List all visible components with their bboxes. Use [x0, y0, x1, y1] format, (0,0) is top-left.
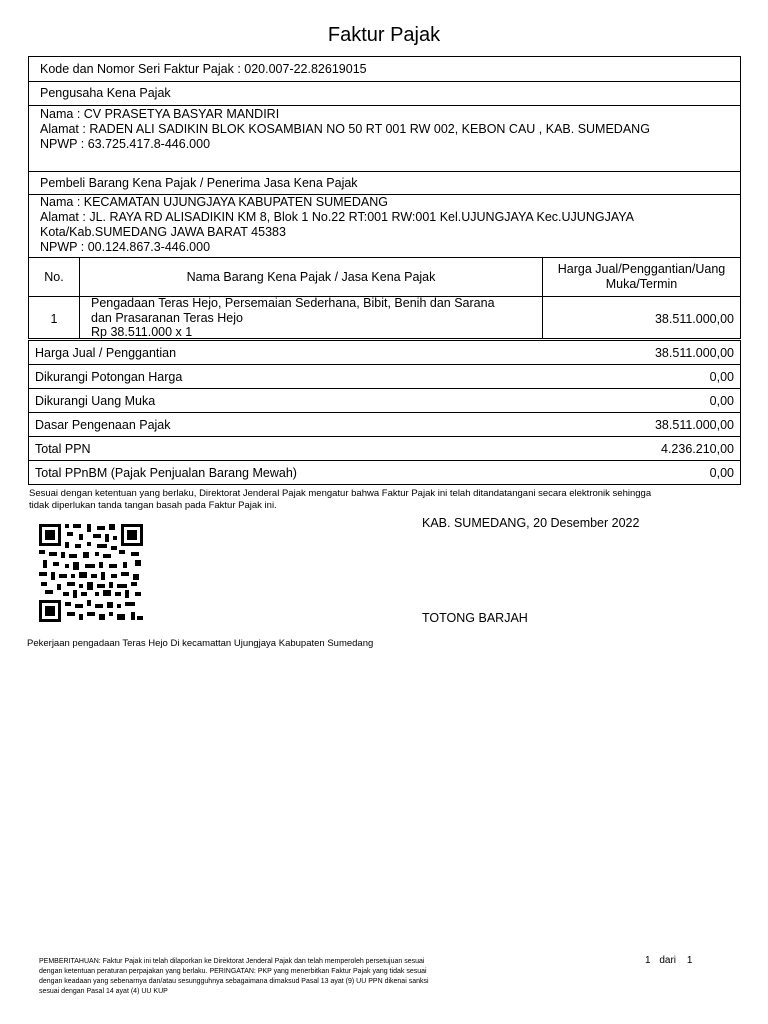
- col-harga-header-2: Muka/Termin: [605, 277, 678, 291]
- summary-label: Dasar Pengenaan Pajak: [35, 418, 171, 432]
- col-nama-header: Nama Barang Kena Pajak / Jasa Kena Pajak: [186, 270, 436, 284]
- page-number: [645, 955, 692, 966]
- item-desc-line2: dan Prasaranan Teras Hejo: [91, 311, 243, 325]
- item-desc-line1: Pengadaan Teras Hejo, Persemaian Sederhana, Bibit, Benih dan Sarana: [91, 296, 495, 310]
- pkp-nama: Nama : CV PRASETYA BASYAR MANDIRI: [40, 107, 280, 121]
- summary-row: [28, 388, 741, 413]
- summary-value: 4.236.210,00: [661, 442, 734, 456]
- pembeli-details-box: [28, 194, 741, 258]
- summary-value: 0,00: [709, 370, 734, 384]
- pembeli-heading: Pembeli Barang Kena Pajak / Penerima Jasa Kena Pajak: [40, 176, 358, 190]
- item-desc-line3: Rp 38.511.000 x 1: [91, 325, 193, 339]
- signer-name: TOTONG BARJAH: [422, 611, 528, 625]
- pembeli-npwp: NPWP : 00.124.867.3-446.000: [40, 240, 211, 254]
- page-title: Faktur Pajak: [327, 24, 441, 46]
- col-no-header: No.: [44, 270, 64, 284]
- summary-row: [28, 340, 741, 365]
- summary-label: Dikurangi Potongan Harga: [35, 370, 183, 384]
- item-harga: 38.511.000,00: [654, 312, 734, 326]
- summary-row: [28, 436, 741, 461]
- summary-value: 38.511.000,00: [654, 346, 734, 360]
- col-harga-header-1: Harga Jual/Penggantian/Uang: [557, 262, 726, 276]
- summary-label: Total PPnBM (Pajak Penjualan Barang Mewah): [35, 466, 297, 480]
- qr-code-icon: [39, 524, 143, 622]
- summary-label: Harga Jual / Penggantian: [35, 346, 177, 360]
- kode-seri: Kode dan Nomor Seri Faktur Pajak : 020.007-22.82619015: [40, 62, 367, 76]
- pembeli-alamat: Alamat : JL. RAYA RD ALISADIKIN KM 8, Blok 1 No.22 RT:001 RW:001 Kel.UJUNGJAYA Kec.UJUNGJAYA: [40, 210, 634, 224]
- page-separator: dari: [659, 955, 677, 966]
- page-current: 1: [645, 955, 651, 966]
- notice-line-1: Sesuai dengan ketentuan yang berlaku, Direktorat Jenderal Pajak mengatur bahwa Faktur Pajak ini telah ditandatangani secara elektronik sehingga: [29, 488, 652, 499]
- notice-line-2: tidak diperlukan tanda tangan basah pada Faktur Pajak ini.: [29, 500, 277, 511]
- pkp-alamat: Alamat : RADEN ALI SADIKIN BLOK KOSAMBIAN NO 50 RT 001 RW 002, KEBON CAU , KAB. SUMEDANG: [40, 122, 650, 136]
- kode-seri-box: [28, 56, 741, 82]
- footer-notice-3: dengan keadaan yang sebenarnya dan/atau sesungguhnya sebagaimana dimaksud Pasal 13 ayat (9) UU PPN dikenai sanksi: [39, 978, 429, 985]
- summary-row: [28, 412, 741, 437]
- summary-label: Dikurangi Uang Muka: [35, 394, 156, 408]
- item-table: [28, 257, 741, 339]
- pkp-npwp: NPWP : 63.725.417.8-446.000: [40, 137, 211, 151]
- pkp-heading-box: [28, 81, 741, 106]
- page-total: 1: [686, 955, 693, 966]
- footer-notice-4: sesuai dengan Pasal 14 ayat (4) UU KUP: [39, 988, 168, 995]
- summary-value: 0,00: [709, 394, 734, 408]
- footer-notice-1: PEMBERITAHUAN: Faktur Pajak ini telah dilaporkan ke Direktorat Jenderal Pajak dan telah memperoleh persetujuan sesuai: [39, 958, 425, 965]
- summary-row: [28, 364, 741, 389]
- summary-value: 38.511.000,00: [654, 418, 734, 432]
- summary-row: [28, 460, 741, 485]
- pkp-heading: Pengusaha Kena Pajak: [40, 86, 171, 100]
- pembeli-heading-box: [28, 171, 741, 195]
- summary-value: 0,00: [709, 466, 734, 480]
- pkp-details-box: [28, 105, 741, 172]
- pembeli-nama: Nama : KECAMATAN UJUNGJAYA KABUPATEN SUMEDANG: [40, 195, 388, 209]
- item-no: 1: [50, 312, 58, 326]
- summary-label: Total PPN: [35, 442, 91, 456]
- place-date: KAB. SUMEDANG, 20 Desember 2022: [422, 516, 640, 530]
- remark: Pekerjaan pengadaan Teras Hejo Di kecamattan Ujungjaya Kabupaten Sumedang: [27, 638, 374, 649]
- pembeli-kota: Kota/Kab.SUMEDANG JAWA BARAT 45383: [40, 225, 286, 239]
- footer-notice-2: dengan ketentuan peraturan perpajakan yang berlaku. PERINGATAN: PKP yang menerbitkan Faktur Pajak yang tidak sesuai: [39, 968, 427, 975]
